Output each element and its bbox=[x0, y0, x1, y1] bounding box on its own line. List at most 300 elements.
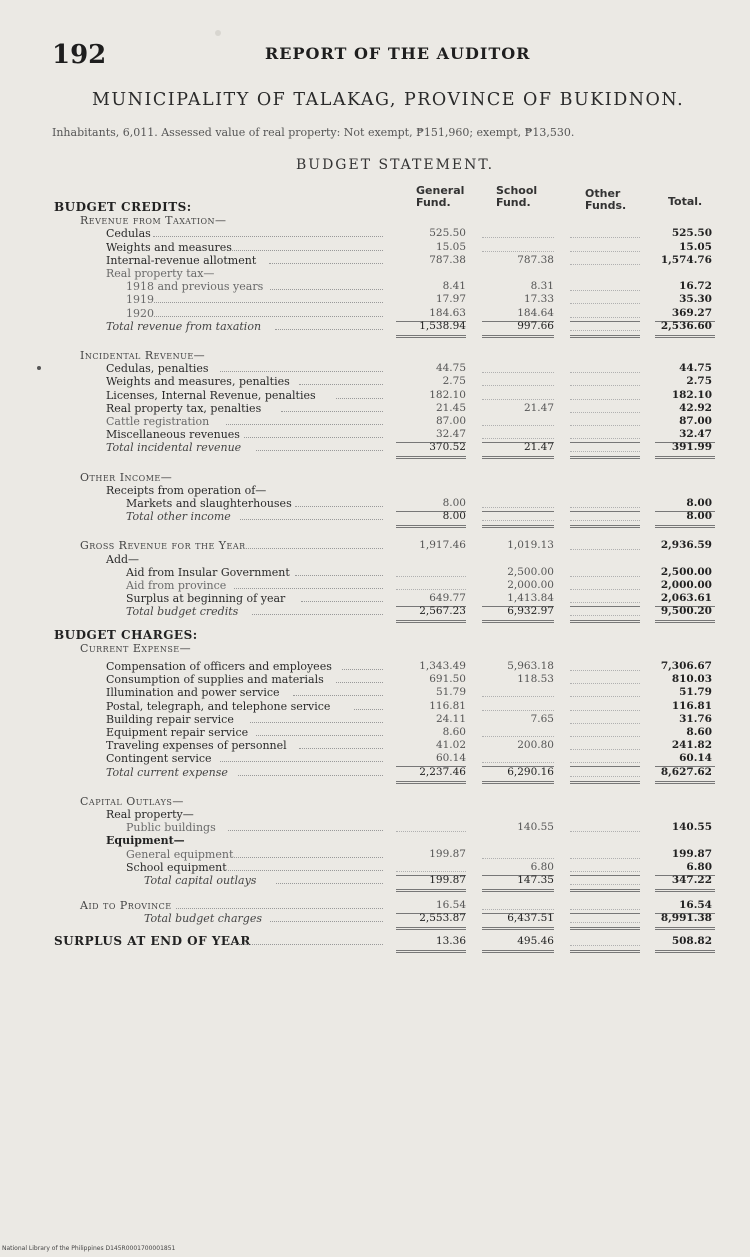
cell-gen: 184.63 bbox=[429, 306, 466, 319]
column-rule bbox=[396, 891, 466, 892]
leader-dots bbox=[244, 437, 383, 438]
leader-dots bbox=[299, 748, 383, 749]
column-rule bbox=[482, 952, 554, 953]
row-label: Miscellaneous revenues bbox=[106, 428, 240, 442]
cell-tot: 2,536.60 bbox=[660, 319, 712, 332]
column-rule bbox=[396, 927, 466, 928]
blank-cell-leader bbox=[570, 372, 640, 373]
column-rule bbox=[396, 527, 466, 528]
column-rule bbox=[482, 620, 554, 621]
cell-gen: 2,237.46 bbox=[419, 765, 466, 778]
blank-cell-leader bbox=[570, 945, 640, 946]
column-rule bbox=[570, 525, 640, 526]
cell-gen: 8.00 bbox=[442, 510, 466, 523]
blank-cell-leader bbox=[482, 696, 554, 697]
row-label: Markets and slaughterhouses bbox=[126, 497, 292, 510]
table-row bbox=[0, 935, 750, 951]
statement-title: BUDGET STATEMENT. bbox=[296, 157, 495, 173]
row-label: Real property tax, penalties bbox=[106, 401, 262, 415]
cell-sch: 21.47 bbox=[523, 441, 554, 454]
cell-gen: 1,538.94 bbox=[419, 319, 466, 332]
cell-tot: 369.27 bbox=[671, 306, 712, 319]
cell-gen: 41.02 bbox=[435, 739, 466, 752]
table-row bbox=[0, 510, 750, 526]
cell-gen: 16.54 bbox=[435, 898, 466, 911]
blank-cell-leader bbox=[570, 438, 640, 439]
column-rule bbox=[482, 456, 554, 457]
blank-cell-leader bbox=[570, 615, 640, 616]
blank-cell-leader bbox=[482, 507, 554, 508]
column-rule bbox=[396, 337, 466, 338]
cell-gen: 2.75 bbox=[442, 375, 466, 388]
cell-gen: 1,343.49 bbox=[419, 659, 466, 672]
leader-dots bbox=[240, 519, 383, 520]
column-rule bbox=[482, 929, 554, 930]
column-rule bbox=[482, 337, 554, 338]
leader-dots bbox=[354, 709, 383, 710]
cell-gen: 13.36 bbox=[435, 934, 466, 947]
cell-sch: 6,290.16 bbox=[507, 765, 554, 778]
cell-gen: 8.60 bbox=[442, 725, 466, 738]
leader-dots bbox=[336, 398, 383, 399]
blank-cell-leader bbox=[570, 425, 640, 426]
column-rule bbox=[570, 891, 640, 892]
row-label: Receipts from operation of— bbox=[106, 483, 267, 497]
cell-sch: 6.80 bbox=[530, 860, 554, 873]
column-rule bbox=[482, 927, 554, 928]
row-label: Current Expense— bbox=[80, 642, 192, 656]
column-rule bbox=[655, 525, 715, 526]
blank-cell-leader bbox=[570, 451, 640, 452]
cell-gen: 370.52 bbox=[429, 441, 466, 454]
column-rule bbox=[482, 889, 554, 890]
municipality-title: MUNICIPALITY OF TALAKAG, PROVINCE OF BUKIDNON. bbox=[92, 90, 685, 110]
cell-sch: 147.35 bbox=[517, 873, 554, 886]
cell-tot: 15.05 bbox=[679, 240, 712, 253]
cell-sch: 184.64 bbox=[517, 306, 554, 319]
row-label: SURPLUS AT END OF YEAR bbox=[54, 933, 251, 948]
row-label: Equipment repair service bbox=[106, 725, 249, 739]
column-rule bbox=[655, 927, 715, 928]
cell-sch: 6,437.51 bbox=[507, 911, 554, 924]
blank-cell-leader bbox=[570, 317, 640, 318]
row-label: Total capital outlays bbox=[144, 873, 257, 887]
cell-tot: 60.14 bbox=[679, 752, 712, 765]
cell-gen: 32.47 bbox=[435, 428, 466, 441]
row-label: Building repair service bbox=[106, 712, 234, 726]
blank-cell-leader bbox=[396, 871, 466, 872]
row-label: Total revenue from taxation bbox=[106, 319, 262, 333]
column-rule bbox=[396, 952, 466, 953]
column-rule bbox=[396, 335, 466, 336]
cell-gen: 1,917.46 bbox=[419, 539, 466, 552]
leader-dots bbox=[176, 908, 384, 909]
blank-cell-leader bbox=[570, 710, 640, 711]
leader-dots bbox=[336, 682, 383, 683]
blank-cell-leader bbox=[570, 264, 640, 265]
row-label: Compensation of officers and employees bbox=[106, 659, 332, 673]
column-rule bbox=[655, 929, 715, 930]
cell-sch: 787.38 bbox=[517, 253, 554, 266]
table-row bbox=[0, 642, 750, 658]
leader-dots bbox=[342, 669, 383, 670]
blank-cell-leader bbox=[570, 683, 640, 684]
row-label: 1918 and previous years bbox=[126, 280, 264, 294]
cell-sch: 6,932.97 bbox=[507, 605, 554, 618]
cell-sch: 21.47 bbox=[523, 401, 554, 414]
blank-cell-leader bbox=[482, 372, 554, 373]
leader-dots bbox=[220, 371, 383, 372]
leader-dots bbox=[153, 236, 383, 237]
column-rule bbox=[655, 783, 715, 784]
leader-dots bbox=[270, 289, 383, 290]
blank-cell-leader bbox=[396, 576, 466, 577]
cell-tot: 116.81 bbox=[671, 699, 712, 712]
row-label: Total incidental revenue bbox=[106, 441, 242, 455]
cell-gen: 199.87 bbox=[429, 847, 466, 860]
blank-cell-leader bbox=[570, 412, 640, 413]
row-label: Total current expense bbox=[106, 765, 228, 779]
cell-tot: 2,063.61 bbox=[660, 592, 712, 605]
row-label: Cattle registration bbox=[106, 415, 210, 428]
leader-dots bbox=[234, 588, 383, 589]
row-label: Public buildings bbox=[126, 821, 216, 835]
blank-cell-leader bbox=[570, 520, 640, 521]
blank-cell-leader bbox=[570, 871, 640, 872]
cell-gen: 8.00 bbox=[442, 497, 466, 509]
blank-cell-leader bbox=[570, 696, 640, 697]
leader-dots bbox=[252, 614, 383, 615]
cell-tot: 6.80 bbox=[686, 860, 712, 873]
blank-cell-leader bbox=[570, 507, 640, 508]
blank-cell-leader bbox=[570, 723, 640, 724]
column-rule bbox=[655, 458, 715, 459]
row-label: Revenue from Taxation— bbox=[80, 214, 227, 228]
row-label: Aid from Insular Government bbox=[126, 565, 290, 579]
column-rule bbox=[570, 620, 640, 621]
blank-cell-leader bbox=[482, 520, 554, 521]
blank-cell-leader bbox=[570, 858, 640, 859]
cell-gen: 24.11 bbox=[435, 712, 466, 725]
column-rule bbox=[655, 889, 715, 890]
blank-cell-leader bbox=[570, 909, 640, 910]
row-label: Add— bbox=[106, 552, 140, 566]
column-rule bbox=[570, 527, 640, 528]
table-row bbox=[0, 320, 750, 336]
cell-tot: 35.30 bbox=[679, 293, 712, 306]
row-label: Illumination and power service bbox=[106, 686, 280, 700]
column-rule bbox=[396, 525, 466, 526]
cell-tot: 241.82 bbox=[671, 739, 712, 752]
column-rule bbox=[482, 458, 554, 459]
cell-tot: 51.79 bbox=[679, 686, 712, 699]
column-rule bbox=[396, 929, 466, 930]
cell-tot: 8.00 bbox=[686, 497, 712, 509]
leader-dots bbox=[154, 302, 383, 303]
cell-tot: 2,500.00 bbox=[660, 565, 712, 578]
blank-cell-leader bbox=[570, 922, 640, 923]
leader-dots bbox=[295, 575, 383, 576]
column-rule bbox=[570, 781, 640, 782]
blank-cell-leader bbox=[570, 549, 640, 550]
blank-cell-leader bbox=[570, 290, 640, 291]
column-header-other-text: Other Funds. bbox=[585, 187, 627, 212]
column-rule bbox=[655, 891, 715, 892]
leader-dots bbox=[256, 735, 383, 736]
column-rule bbox=[655, 781, 715, 782]
leader-dots bbox=[228, 830, 383, 831]
row-label: Postal, telegraph, and telephone service bbox=[106, 699, 331, 713]
row-label: Equipment— bbox=[106, 834, 185, 848]
blank-cell-leader bbox=[570, 736, 640, 737]
cell-tot: 9,500.20 bbox=[660, 605, 712, 618]
blank-cell-leader bbox=[396, 589, 466, 590]
column-header-general-text: General Fund. bbox=[416, 184, 465, 209]
cell-gen: 21.45 bbox=[435, 401, 466, 414]
column-rule bbox=[655, 952, 715, 953]
table-row bbox=[0, 441, 750, 457]
column-rule bbox=[482, 950, 554, 951]
row-label: Contingent service bbox=[106, 752, 212, 766]
leader-dots bbox=[293, 695, 383, 696]
leader-dots bbox=[256, 450, 383, 451]
column-rule bbox=[655, 337, 715, 338]
blank-cell-leader bbox=[570, 776, 640, 777]
column-rule bbox=[396, 889, 466, 890]
cell-gen: 2,567.23 bbox=[419, 605, 466, 618]
row-label: Capital Outlays— bbox=[80, 794, 184, 808]
blank-cell-leader bbox=[482, 251, 554, 252]
column-rule bbox=[570, 622, 640, 623]
blank-cell-leader bbox=[570, 330, 640, 331]
cell-tot: 8.60 bbox=[686, 725, 712, 738]
cell-tot: 44.75 bbox=[679, 362, 712, 375]
row-label: Aid from province bbox=[126, 579, 227, 592]
cell-tot: 16.72 bbox=[679, 280, 712, 293]
leader-dots bbox=[270, 921, 383, 922]
row-label: Licenses, Internal Revenue, penalties bbox=[106, 388, 316, 402]
column-rule bbox=[396, 456, 466, 457]
row-label: Consumption of supplies and materials bbox=[106, 673, 324, 687]
cell-gen: 787.38 bbox=[429, 253, 466, 266]
leader-dots bbox=[276, 883, 383, 884]
row-label: Incidental Revenue— bbox=[80, 349, 206, 362]
cell-sch: 1,413.84 bbox=[507, 592, 554, 605]
cell-tot: 16.54 bbox=[679, 898, 712, 911]
cell-sch: 5,963.18 bbox=[507, 659, 554, 672]
cell-tot: 347.22 bbox=[671, 873, 712, 886]
cell-tot: 2.75 bbox=[686, 375, 712, 388]
row-label: Weights and measures, penalties bbox=[106, 375, 290, 389]
row-label: Aid to Province bbox=[80, 898, 172, 912]
cell-sch: 997.66 bbox=[517, 319, 554, 332]
cell-tot: 2,936.59 bbox=[660, 539, 712, 552]
blank-cell-leader bbox=[482, 909, 554, 910]
row-label: General equipment bbox=[126, 847, 234, 861]
blank-cell-leader bbox=[482, 425, 554, 426]
blank-cell-leader bbox=[570, 762, 640, 763]
column-rule bbox=[396, 783, 466, 784]
column-rule bbox=[482, 891, 554, 892]
leader-dots bbox=[281, 411, 383, 412]
column-rule bbox=[482, 335, 554, 336]
table-row bbox=[0, 605, 750, 621]
cell-gen: 60.14 bbox=[435, 752, 466, 765]
cell-tot: 525.50 bbox=[671, 227, 712, 240]
column-rule bbox=[396, 622, 466, 623]
cell-tot: 2,000.00 bbox=[660, 579, 712, 591]
column-rule bbox=[655, 456, 715, 457]
leader-dots bbox=[295, 506, 383, 507]
blank-cell-leader bbox=[482, 762, 554, 763]
leader-dots bbox=[234, 857, 383, 858]
cell-sch: 17.33 bbox=[523, 293, 554, 306]
row-label: Total budget charges bbox=[144, 911, 262, 925]
cell-tot: 508.82 bbox=[671, 934, 712, 947]
blank-cell-leader bbox=[482, 858, 554, 859]
blank-cell-leader bbox=[570, 385, 640, 386]
cell-sch: 495.46 bbox=[517, 934, 554, 947]
leader-dots bbox=[250, 722, 383, 723]
column-rule bbox=[482, 783, 554, 784]
row-label: Real property tax— bbox=[106, 267, 215, 280]
row-label: Cedulas bbox=[106, 227, 151, 241]
row-label: BUDGET CREDITS: bbox=[54, 200, 192, 214]
column-rule bbox=[570, 783, 640, 784]
column-rule bbox=[396, 620, 466, 621]
scan-footer: National Library of the Philippines D145R0001700001851 bbox=[2, 1245, 176, 1252]
table-row bbox=[0, 874, 750, 890]
column-rule bbox=[482, 622, 554, 623]
blank-cell-leader bbox=[396, 831, 466, 832]
row-label: School equipment bbox=[126, 860, 227, 874]
cell-gen: 182.10 bbox=[429, 388, 466, 401]
row-label: Total budget credits bbox=[126, 605, 239, 619]
running-head: REPORT OF THE AUDITOR bbox=[265, 44, 531, 63]
cell-tot: 31.76 bbox=[679, 712, 712, 725]
blank-cell-leader bbox=[482, 399, 554, 400]
column-rule bbox=[655, 620, 715, 621]
blank-cell-leader bbox=[570, 749, 640, 750]
blank-cell-leader bbox=[570, 576, 640, 577]
cell-sch: 140.55 bbox=[517, 821, 554, 834]
cell-tot: 8,627.62 bbox=[660, 765, 712, 778]
column-rule bbox=[482, 527, 554, 528]
row-label: Traveling expenses of personnel bbox=[106, 739, 287, 753]
cell-gen: 116.81 bbox=[429, 699, 466, 712]
row-label: 1919 bbox=[126, 293, 154, 307]
blank-cell-leader bbox=[570, 670, 640, 671]
cell-gen: 87.00 bbox=[435, 415, 466, 427]
cell-gen: 8.41 bbox=[442, 280, 466, 293]
blank-cell-leader bbox=[570, 831, 640, 832]
column-rule bbox=[570, 337, 640, 338]
cell-tot: 8.00 bbox=[686, 510, 712, 523]
cell-tot: 1,574.76 bbox=[660, 253, 712, 266]
cell-gen: 15.05 bbox=[435, 240, 466, 253]
leader-dots bbox=[301, 601, 383, 602]
blank-cell-leader bbox=[570, 884, 640, 885]
column-rule bbox=[570, 335, 640, 336]
blank-cell-leader bbox=[570, 602, 640, 603]
cell-sch: 7.65 bbox=[530, 712, 554, 725]
cell-sch: 2,000.00 bbox=[507, 579, 554, 591]
column-rule bbox=[570, 929, 640, 930]
leader-dots bbox=[154, 316, 383, 317]
leader-dots bbox=[220, 761, 383, 762]
row-label: Total other income bbox=[126, 510, 231, 524]
row-label: 1920 bbox=[126, 306, 154, 320]
blank-cell-leader bbox=[570, 589, 640, 590]
cell-tot: 8,991.38 bbox=[660, 911, 712, 924]
cell-sch: 118.53 bbox=[517, 673, 554, 686]
cell-gen: 691.50 bbox=[429, 673, 466, 686]
column-rule bbox=[396, 781, 466, 782]
cell-tot: 42.92 bbox=[679, 401, 712, 414]
cell-tot: 391.99 bbox=[671, 441, 712, 454]
column-rule bbox=[655, 335, 715, 336]
row-label: Other Income— bbox=[80, 470, 173, 484]
leader-dots bbox=[232, 250, 383, 251]
cell-tot: 182.10 bbox=[671, 388, 712, 401]
paper-speck bbox=[215, 30, 221, 36]
column-header-school-text: School Fund. bbox=[496, 184, 538, 209]
cell-sch: 8.31 bbox=[530, 280, 554, 293]
column-rule bbox=[570, 927, 640, 928]
table-row bbox=[0, 766, 750, 782]
column-rule bbox=[655, 527, 715, 528]
cell-sch: 1,019.13 bbox=[507, 539, 554, 552]
column-header-total-text: Total. bbox=[668, 195, 703, 208]
blank-cell-leader bbox=[482, 438, 554, 439]
cell-gen: 525.50 bbox=[429, 227, 466, 240]
blank-cell-leader bbox=[482, 736, 554, 737]
inhabitants-line: Inhabitants, 6,011. Assessed value of real property: Not exempt, ₱151,960; exempt, ₱13,530. bbox=[52, 126, 575, 139]
cell-gen: 199.87 bbox=[429, 873, 466, 886]
cell-tot: 810.03 bbox=[671, 673, 712, 686]
page-number: 192 bbox=[52, 40, 107, 70]
blank-cell-leader bbox=[482, 385, 554, 386]
leader-dots bbox=[243, 548, 383, 549]
cell-gen: 44.75 bbox=[435, 362, 466, 375]
row-label: Surplus at beginning of year bbox=[126, 592, 286, 606]
leader-dots bbox=[238, 944, 383, 945]
row-label: Internal-revenue allotment bbox=[106, 253, 257, 267]
column-rule bbox=[482, 781, 554, 782]
row-label: Weights and measures bbox=[106, 240, 232, 254]
cell-gen: 2,553.87 bbox=[419, 911, 466, 924]
leader-dots bbox=[238, 775, 383, 776]
column-rule bbox=[570, 458, 640, 459]
cell-tot: 140.55 bbox=[671, 821, 712, 834]
cell-gen: 17.97 bbox=[435, 293, 466, 306]
leader-dots bbox=[275, 329, 383, 330]
cell-tot: 199.87 bbox=[671, 847, 712, 860]
column-rule bbox=[655, 622, 715, 623]
column-rule bbox=[482, 525, 554, 526]
leader-dots bbox=[299, 384, 383, 385]
column-rule bbox=[655, 950, 715, 951]
row-label: Gross Revenue for the Year bbox=[80, 539, 246, 553]
leader-dots bbox=[228, 870, 383, 871]
cell-sch: 200.80 bbox=[517, 739, 554, 752]
blank-cell-leader bbox=[570, 251, 640, 252]
cell-gen: 51.79 bbox=[435, 686, 466, 699]
blank-cell-leader bbox=[570, 399, 640, 400]
blank-cell-leader bbox=[482, 237, 554, 238]
row-label: Cedulas, penalties bbox=[106, 362, 209, 376]
cell-gen: 649.77 bbox=[429, 592, 466, 605]
